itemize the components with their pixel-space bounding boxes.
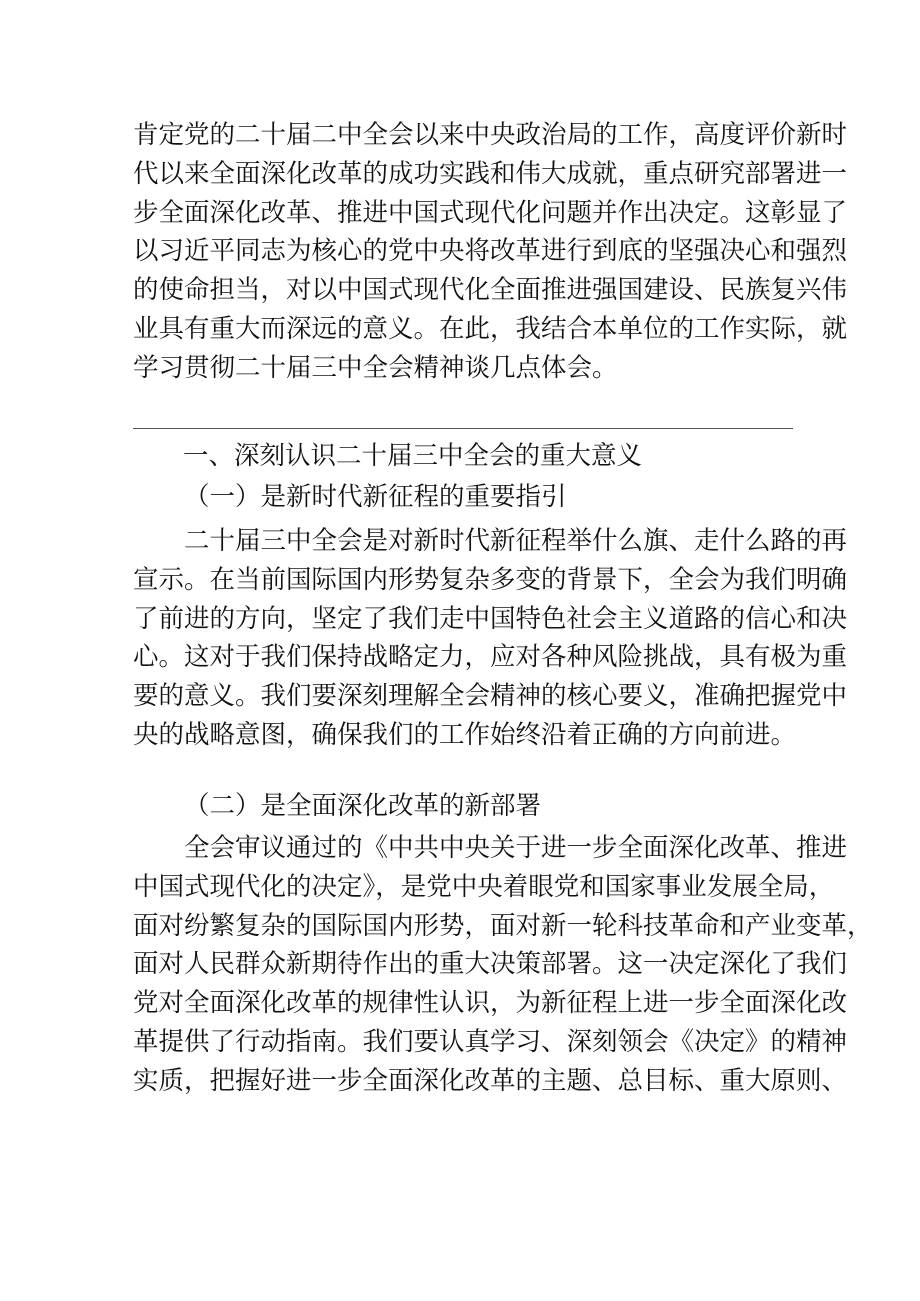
intro-line: 代以来全面深化改革的成功实践和伟大成就，重点研究部署进一 [133, 158, 848, 189]
paragraph-line: 宣示。在当前国际国内形势复杂多变的背景下，全会为我们明确 [133, 564, 848, 595]
intro-paragraph [133, 116, 848, 388]
paragraph-line: 面对人民群众新期待作出的重大决策部署。这一决定深化了我们 [133, 949, 848, 980]
paragraph-line: 二十届三中全会是对新时代新征程举什么旗、走什么路的再 [184, 526, 848, 556]
section-heading: 一、深刻认识二十届三中全会的重大意义 [183, 441, 643, 471]
intro-line: 以习近平同志为核心的党中央将改革进行到底的坚强决心和强烈 [133, 236, 848, 267]
paragraph-line: 了前进的方向，坚定了我们走中国特色社会主义道路的信心和决 [133, 603, 848, 634]
paragraph-line: 央的战略意图，确保我们的工作始终沿着正确的方向前进。 [133, 719, 797, 750]
paragraph-line: 面对纷繁复杂的国际国内形势，面对新一轮科技革命和产业变革， [133, 910, 873, 941]
intro-line: 的使命担当，对以中国式现代化全面推进强国建设、民族复兴伟 [133, 275, 848, 306]
section-divider [133, 428, 793, 429]
intro-line: 学习贯彻二十届三中全会精神谈几点体会。 [133, 352, 618, 383]
paragraph-line: 革提供了行动指南。我们要认真学习、深刻领会《决定》的精神 [133, 1026, 848, 1057]
subsection-1-paragraph [133, 522, 848, 755]
intro-line: 肯定党的二十届二中全会以来中央政治局的工作，高度评价新时 [133, 120, 848, 150]
paragraph-line: 全会审议通过的《中共中央关于进一步全面深化改革、推进 [184, 833, 848, 863]
paragraph-line: 党对全面深化改革的规律性认识，为新征程上进一步全面深化改 [133, 988, 848, 1019]
subsection-heading-1: （一）是新时代新征程的重要指引 [184, 482, 567, 512]
paragraph-line: 要的意义。我们要深刻理解全会精神的核心要义，准确把握党中 [133, 681, 848, 712]
intro-line: 业具有重大而深远的意义。在此，我结合本单位的工作实际，就 [133, 313, 848, 344]
subsection-2-paragraph [133, 829, 873, 1101]
paragraph-line: 中国式现代化的决定》，是党中央着眼党和国家事业发展全局， [133, 871, 835, 902]
intro-line: 步全面深化改革、推进中国式现代化问题并作出决定。这彰显了 [133, 197, 848, 228]
paragraph-line: 心。这对于我们保持战略定力，应对各种风险挑战，具有极为重 [133, 642, 848, 673]
subsection-heading-2: （二）是全面深化改革的新部署 [184, 791, 542, 821]
paragraph-line: 实质，把握好进一步全面深化改革的主题、总目标、重大原则、 [133, 1065, 848, 1096]
